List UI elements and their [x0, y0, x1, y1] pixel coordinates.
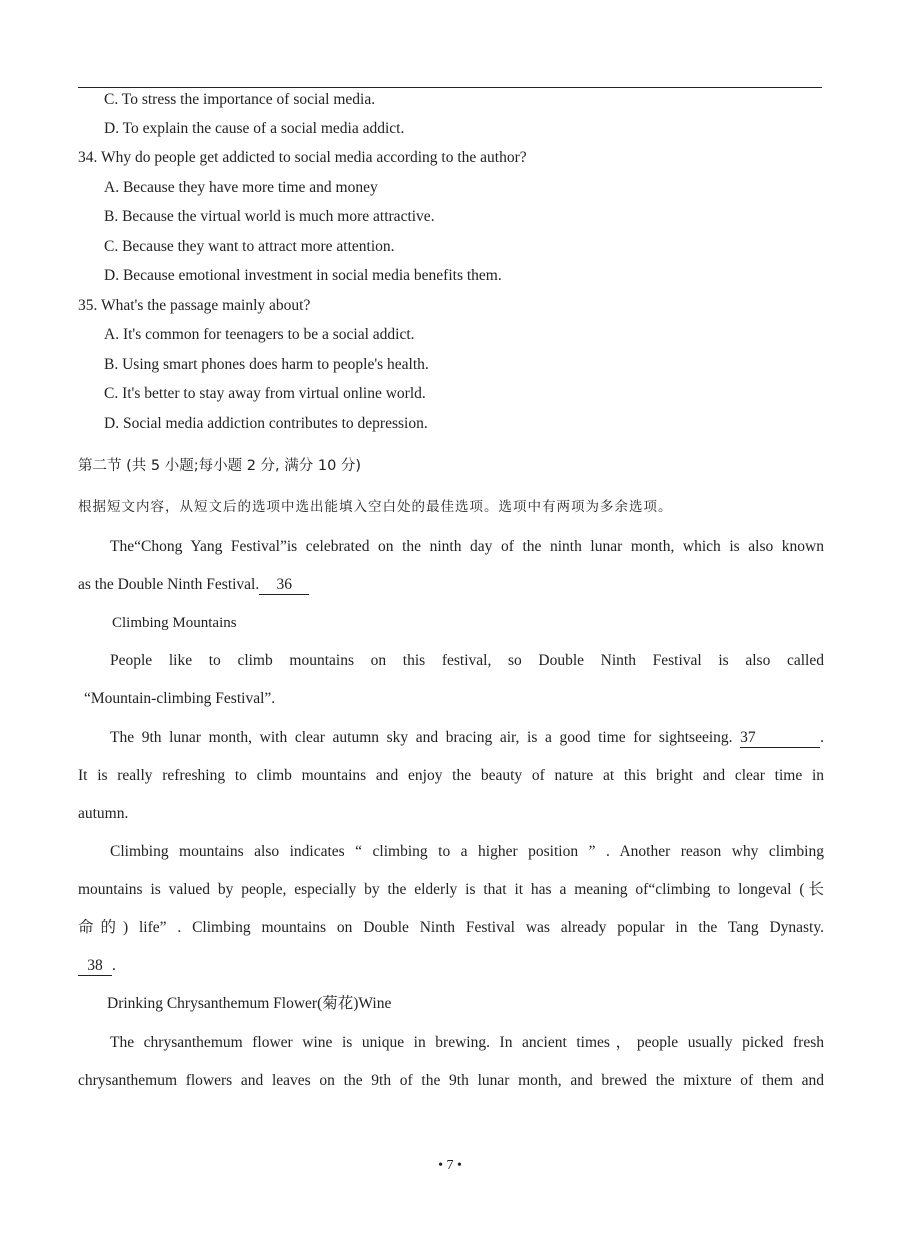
p1-line-1: People like to climb mountains on this festival, so Double Ninth Festival is also called [110, 652, 824, 669]
section-title: 第二节 (共 5 小题;每小题 2 分, 满分 10 分) [78, 458, 362, 474]
blank-37: 37 [740, 729, 820, 748]
p2-line-2: It is really refreshing to climb mountains and enjoy the beauty of nature at this bright and clear time in [78, 767, 824, 784]
p3-line-2: mountains is valued by people, especially by the elderly is that it has a meaning of“climbing to longeval (长 [78, 881, 824, 898]
heading-climbing-mountains: Climbing Mountains [112, 615, 237, 631]
q34-option-b: B. Because the virtual world is much more attractive. [104, 208, 435, 225]
q35-option-a: A. It's common for teenagers to be a social addict. [104, 326, 415, 343]
q35-option-c: C. It's better to stay away from virtual online world. [104, 385, 426, 402]
p4-line-2: chrysanthemum flowers and leaves on the 9th of the 9th lunar month, and brewed the mixture of them and [78, 1072, 824, 1089]
q34-option-c: C. Because they want to attract more attention. [104, 238, 395, 255]
blank-38: 38 [78, 957, 112, 976]
heading-chrysanthemum-wine: Drinking Chrysanthemum Flower(菊花)Wine [107, 995, 392, 1012]
q34-option-a: A. Because they have more time and money [104, 179, 378, 196]
p4-line-1: The chrysanthemum flower wine is unique in brewing. In ancient times，people usually picked fresh [110, 1034, 824, 1051]
q34-stem: 34. Why do people get addicted to social media according to the author? [78, 149, 527, 166]
q33-option-c: C. To stress the importance of social media. [104, 91, 376, 108]
top-rule [78, 87, 822, 88]
p2-line-1: The 9th lunar month, with clear autumn sky and bracing air, is a good time for sightseeing. 37 . [110, 729, 825, 746]
section-instructions: 根据短文内容，从短文后的选项中选出能填入空白处的最佳选项。选项中有两项为多余选项。 [78, 499, 673, 515]
page-number: • 7 • [438, 1158, 462, 1173]
p3-line-4: 38 . [78, 956, 116, 976]
p1-line-2: “Mountain-climbing Festival”. [84, 690, 276, 707]
q34-option-d: D. Because emotional investment in social media benefits them. [104, 267, 502, 284]
intro-line-2: as the Double Ninth Festival. 36 [78, 575, 309, 595]
q33-option-d: D. To explain the cause of a social media addict. [104, 120, 405, 137]
q35-option-d: D. Social media addiction contributes to depression. [104, 415, 428, 432]
p3-line-1: Climbing mountains also indicates “ climbing to a higher position ” . Another reason why climbing [110, 843, 824, 860]
p2-line-3: autumn. [78, 805, 129, 822]
q35-stem: 35. What's the passage mainly about? [78, 297, 311, 314]
intro-line-1: The“Chong Yang Festival”is celebrated on the ninth day of the ninth lunar month, which is also known [110, 538, 824, 555]
q35-option-b: B. Using smart phones does harm to people's health. [104, 356, 429, 373]
blank-36: 36 [259, 576, 309, 595]
p3-line-3: 命的) life” . Climbing mountains on Double Ninth Festival was already popular in the Tang Dynasty. [78, 919, 824, 936]
